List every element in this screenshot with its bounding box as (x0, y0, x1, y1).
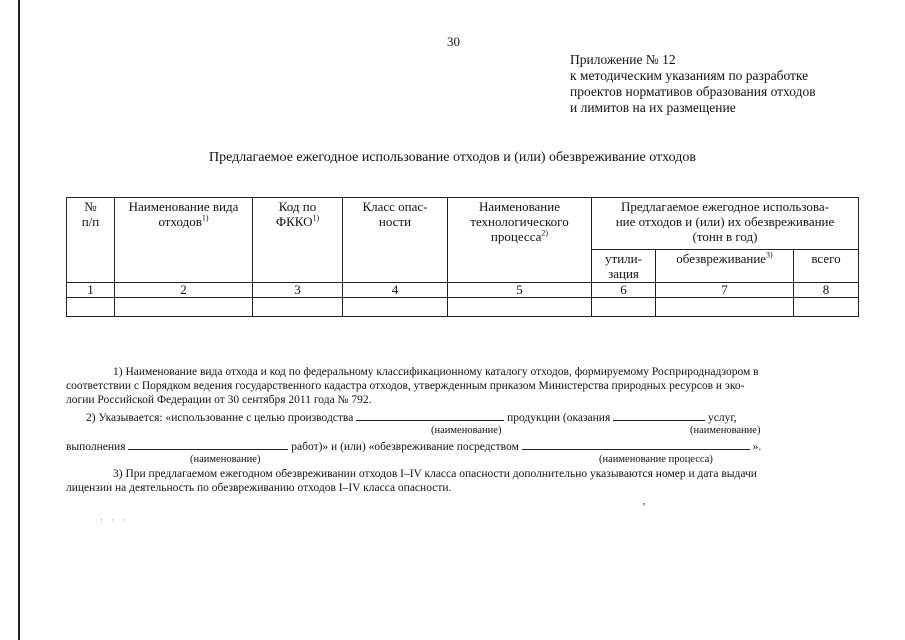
annex-header (570, 52, 816, 116)
footnote-2-part-b: продукции (оказания (507, 412, 611, 424)
annex-line-4: и лимитов на их размещение (570, 100, 736, 115)
blank-services (613, 410, 705, 421)
empty-cell (115, 298, 253, 317)
header-waste-name-line2: отходов (158, 214, 202, 229)
footnote-2-part-c: услуг, (708, 412, 737, 424)
empty-cell (592, 298, 656, 317)
header-process-line2: технологического (470, 214, 569, 229)
header-fkko-line2: ФККО (275, 214, 313, 229)
waste-usage-table (66, 197, 859, 317)
footnote-2-part-f: ». (752, 441, 762, 453)
column-number-cell: 1 (67, 283, 115, 298)
header-number-line2: п/п (81, 214, 100, 229)
stray-mark: ʼ (642, 500, 646, 514)
header-process-line1: Наименование (479, 199, 560, 214)
column-number-cell: 8 (794, 283, 859, 298)
footnote-2-line-1 (86, 410, 737, 425)
footnote-ref: 2) (541, 228, 549, 238)
subheader-total: всего (794, 250, 859, 283)
column-number-cell: 7 (656, 283, 794, 298)
empty-cell (343, 298, 448, 317)
footnote-2-line-2 (66, 439, 761, 454)
empty-cell (794, 298, 859, 317)
scan-edge-line (18, 0, 20, 640)
empty-cell (253, 298, 343, 317)
table-column-numbers-row (67, 283, 859, 298)
annex-line-3: проектов нормативов образования отходов (570, 84, 816, 99)
table-header-row (67, 198, 859, 250)
footnote-2-part-a: 2) Указывается: «использование с целью производства (86, 412, 354, 424)
caption-process-name: (наименование процесса) (599, 454, 713, 465)
footnote-1-line-1: 1) Наименование вида отхода и код по федеральному классификационному каталогу отходов, формируемому Росприроднадзором в (113, 366, 759, 378)
footnote-3-line-2: лицензии на деятельность по обезвреживанию отходов I–IV класса опасности. (66, 482, 452, 494)
column-number-cell: 4 (343, 283, 448, 298)
header-hazard-line1: Класс опас- (362, 199, 428, 214)
blank-process (522, 439, 750, 450)
header-fkko-line1: Код по (278, 199, 317, 214)
header-process-line3: процесса (490, 229, 542, 244)
header-fkko-code (253, 198, 343, 283)
table-empty-row (67, 298, 859, 317)
empty-cell (656, 298, 794, 317)
header-hazard-class (343, 198, 448, 283)
header-waste-name-line1: Наименование вида (128, 199, 239, 214)
column-number-cell: 6 (592, 283, 656, 298)
header-proposed-usage (592, 198, 859, 250)
header-process-name (448, 198, 592, 283)
subheader-neutralization (656, 250, 794, 283)
empty-cell (448, 298, 592, 317)
empty-cell (67, 298, 115, 317)
footnote-ref: 1) (201, 213, 209, 223)
caption-naimenovanie-2: (наименование) (690, 425, 761, 436)
header-proposed-line1: Предлагаемое ежегодное использова- (621, 199, 829, 214)
subheader-neutralization-label: обезвреживание (676, 251, 767, 266)
annex-line-1: Приложение № 12 (570, 52, 676, 67)
scan-speckles: · · · (100, 515, 129, 525)
document-title: Предлагаемое ежегодное использование отходов и (или) обезвреживание отходов (209, 150, 696, 165)
blank-works (128, 439, 288, 450)
page-number: 30 (447, 34, 460, 49)
blank-production (356, 410, 504, 421)
column-number-cell: 5 (448, 283, 592, 298)
footnote-2-part-e: работ)» и (или) «обезвреживание посредством (291, 441, 519, 453)
caption-naimenovanie-3: (наименование) (190, 454, 261, 465)
annex-line-2: к методическим указаниям по разработке (570, 68, 809, 83)
caption-naimenovanie-1: (наименование) (431, 425, 502, 436)
footnote-2-part-d: выполнения (66, 441, 126, 453)
footnote-ref: 3) (766, 250, 773, 260)
column-number-cell: 2 (115, 283, 253, 298)
subheader-utilization (592, 250, 656, 283)
footnote-1-line-3: логии Российской Федерации от 30 сентября 2011 года № 792. (66, 394, 372, 406)
subheader-utilization-line1: утили- (605, 251, 642, 266)
column-number-cell: 3 (253, 283, 343, 298)
header-waste-name (115, 198, 253, 283)
header-proposed-line2: ние отходов и (или) их обезвреживание (615, 214, 835, 229)
header-proposed-line3: (тонн в год) (692, 229, 758, 244)
header-hazard-line2: ности (378, 214, 412, 229)
header-number-line1: № (84, 199, 97, 214)
footnote-3-line-1: 3) При предлагаемом ежегодном обезвреживании отходов I–IV класса опасности дополнительно указываются номер и дата выдачи (113, 468, 757, 480)
subheader-utilization-line2: зация (608, 266, 639, 281)
footnote-ref: 1) (312, 213, 320, 223)
header-number (67, 198, 115, 283)
footnote-1-line-2: соответствии с Порядком ведения государственного кадастра отходов, утвержденным приказом Министерства природных ресурсов и эко- (66, 380, 745, 392)
